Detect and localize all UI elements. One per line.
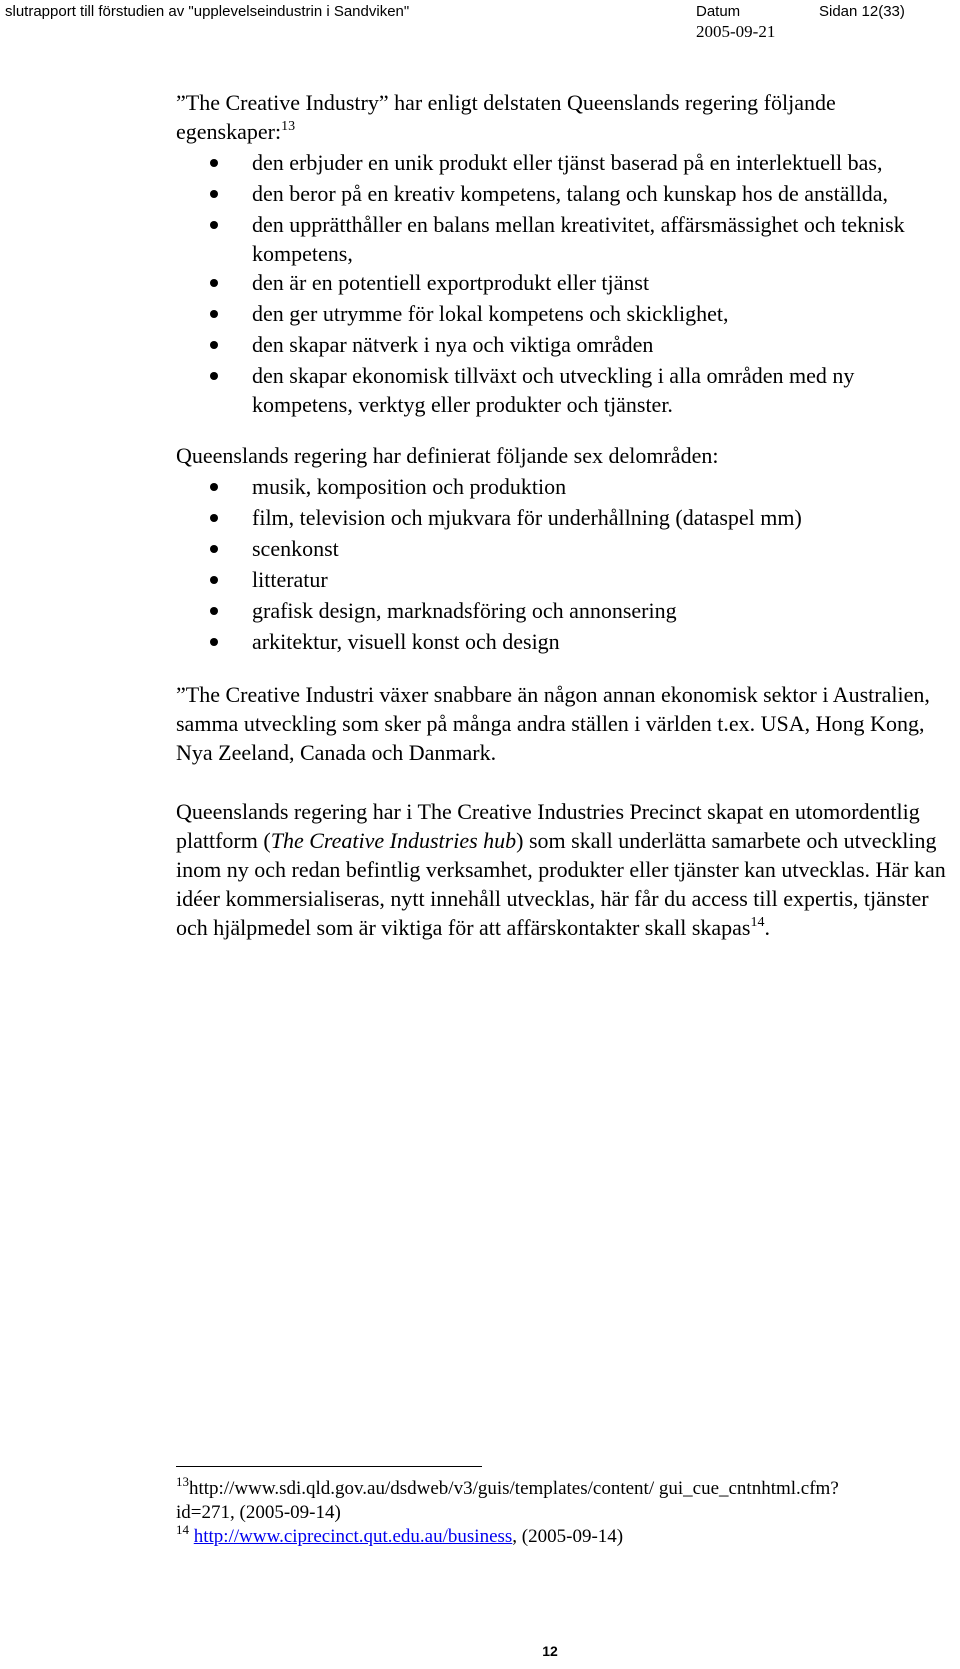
bullet-icon — [210, 545, 218, 553]
bullet-icon — [210, 372, 218, 380]
bullet-icon — [210, 310, 218, 318]
list-item-text: grafisk design, marknadsföring och annonsering — [252, 598, 677, 623]
list-item-text: den upprätthåller en balans mellan kreativitet, affärsmässighet och teknisk kompetens, — [252, 212, 905, 266]
list-item — [176, 299, 946, 330]
subareas-intro: Queenslands regering har definierat följande sex delområden: — [176, 443, 719, 468]
footnote-number: 14 — [176, 1522, 189, 1537]
hub-text-end: ) som skall underlätta samarbete och utveckling inom ny och redan befintlig verksamhet, produkter eller tjänster kan utvecklas. Här kan idéer kommersialiseras, nytt innehåll utvecklas, här får du access till expertis, tjänster och hjälpmedel som är viktiga för att affärskontakter skall skapas — [176, 828, 946, 940]
list-item — [176, 361, 946, 419]
footnote-ref-13[interactable]: 13 — [281, 119, 296, 134]
list-item — [176, 596, 946, 627]
footnote-14 — [176, 1522, 876, 1549]
document-title: slutrapport till förstudien av "upplevelseindustrin i Sandviken" — [5, 3, 410, 20]
bullet-icon — [210, 190, 218, 198]
list-item — [176, 148, 946, 179]
list-item-text: den skapar nätverk i nya och viktiga områden — [252, 332, 654, 357]
hub-name: The Creative Industries hub — [270, 828, 517, 853]
list-item-text: den ger utrymme för lokal kompetens och skicklighet, — [252, 301, 729, 326]
date-value: 2005-09-21 — [696, 22, 776, 41]
intro-text: ”The Creative Industry” har enligt delstaten Queenslands regering följande egenskaper: — [176, 90, 836, 144]
bullet-icon — [210, 221, 218, 229]
list-item — [176, 503, 946, 534]
bullet-icon — [210, 341, 218, 349]
list-item-text: film, television och mjukvara för underhållning (dataspel mm) — [252, 505, 802, 530]
bullet-icon — [210, 576, 218, 584]
footnote-text: , (2005-09-14) — [512, 1526, 624, 1547]
page-number: 12 — [542, 1643, 558, 1659]
main-content — [176, 88, 946, 942]
list-item-text: den beror på en kreativ kompetens, talang och kunskap hos de anställda, — [252, 181, 888, 206]
date-label: Datum — [696, 3, 741, 20]
page-indicator: Sidan 12(33) — [819, 3, 905, 20]
intro-paragraph — [176, 88, 946, 146]
list-item — [176, 627, 946, 658]
list-item-text: musik, komposition och produktion — [252, 474, 567, 499]
list-item — [176, 210, 946, 268]
footnote-link[interactable]: http://www.ciprecinct.qut.edu.au/business — [193, 1526, 513, 1547]
subareas-list — [176, 472, 946, 658]
bullet-icon — [210, 638, 218, 646]
bullet-icon — [210, 607, 218, 615]
list-item-text: den är en potentiell exportprodukt eller tjänst — [252, 270, 650, 295]
hub-paragraph — [176, 797, 946, 942]
list-item — [176, 534, 946, 565]
list-item-text: den skapar ekonomisk tillväxt och utveckling i alla områden med ny kompetens, verktyg eller produkter och tjänster. — [252, 363, 855, 417]
list-item-text: arkitektur, visuell konst och design — [252, 629, 560, 654]
bullet-icon — [210, 159, 218, 167]
footnotes — [176, 1466, 876, 1549]
bullet-icon — [210, 514, 218, 522]
hub-period: . — [764, 915, 770, 940]
list-item — [176, 179, 946, 210]
list-item-text: den erbjuder en unik produkt eller tjänst baserad på en interlektuell bas, — [252, 150, 883, 175]
list-item-text: scenkonst — [252, 536, 339, 561]
hub-text-start: Queenslands regering har i The Creative Industries Precinct skapat en utomordentlig plattform ( — [176, 799, 920, 853]
list-item — [176, 565, 946, 596]
list-item-text: litteratur — [252, 567, 328, 592]
bullet-icon — [210, 279, 218, 287]
list-item — [176, 268, 946, 299]
footnote-number: 13 — [176, 1474, 189, 1489]
bullet-icon — [210, 483, 218, 491]
list-item — [176, 330, 946, 361]
footnote-divider — [176, 1466, 482, 1467]
footnote-ref-14[interactable]: 14 — [750, 915, 765, 930]
properties-list — [176, 148, 946, 419]
list-item — [176, 472, 946, 503]
footnote-text: http://www.sdi.qld.gov.au/dsdweb/v3/guis/templates/content/ gui_cue_cntnhtml.cfm?id=271, (2005-09-14) — [176, 1478, 839, 1523]
footnote-13 — [176, 1474, 876, 1525]
growth-paragraph: ”The Creative Industri växer snabbare än någon annan ekonomisk sektor i Australien, samma utveckling som sker på många andra ställen i världen t.ex. USA, Hong Kong, Nya Zeeland, Canada och Danmark. — [176, 682, 930, 765]
